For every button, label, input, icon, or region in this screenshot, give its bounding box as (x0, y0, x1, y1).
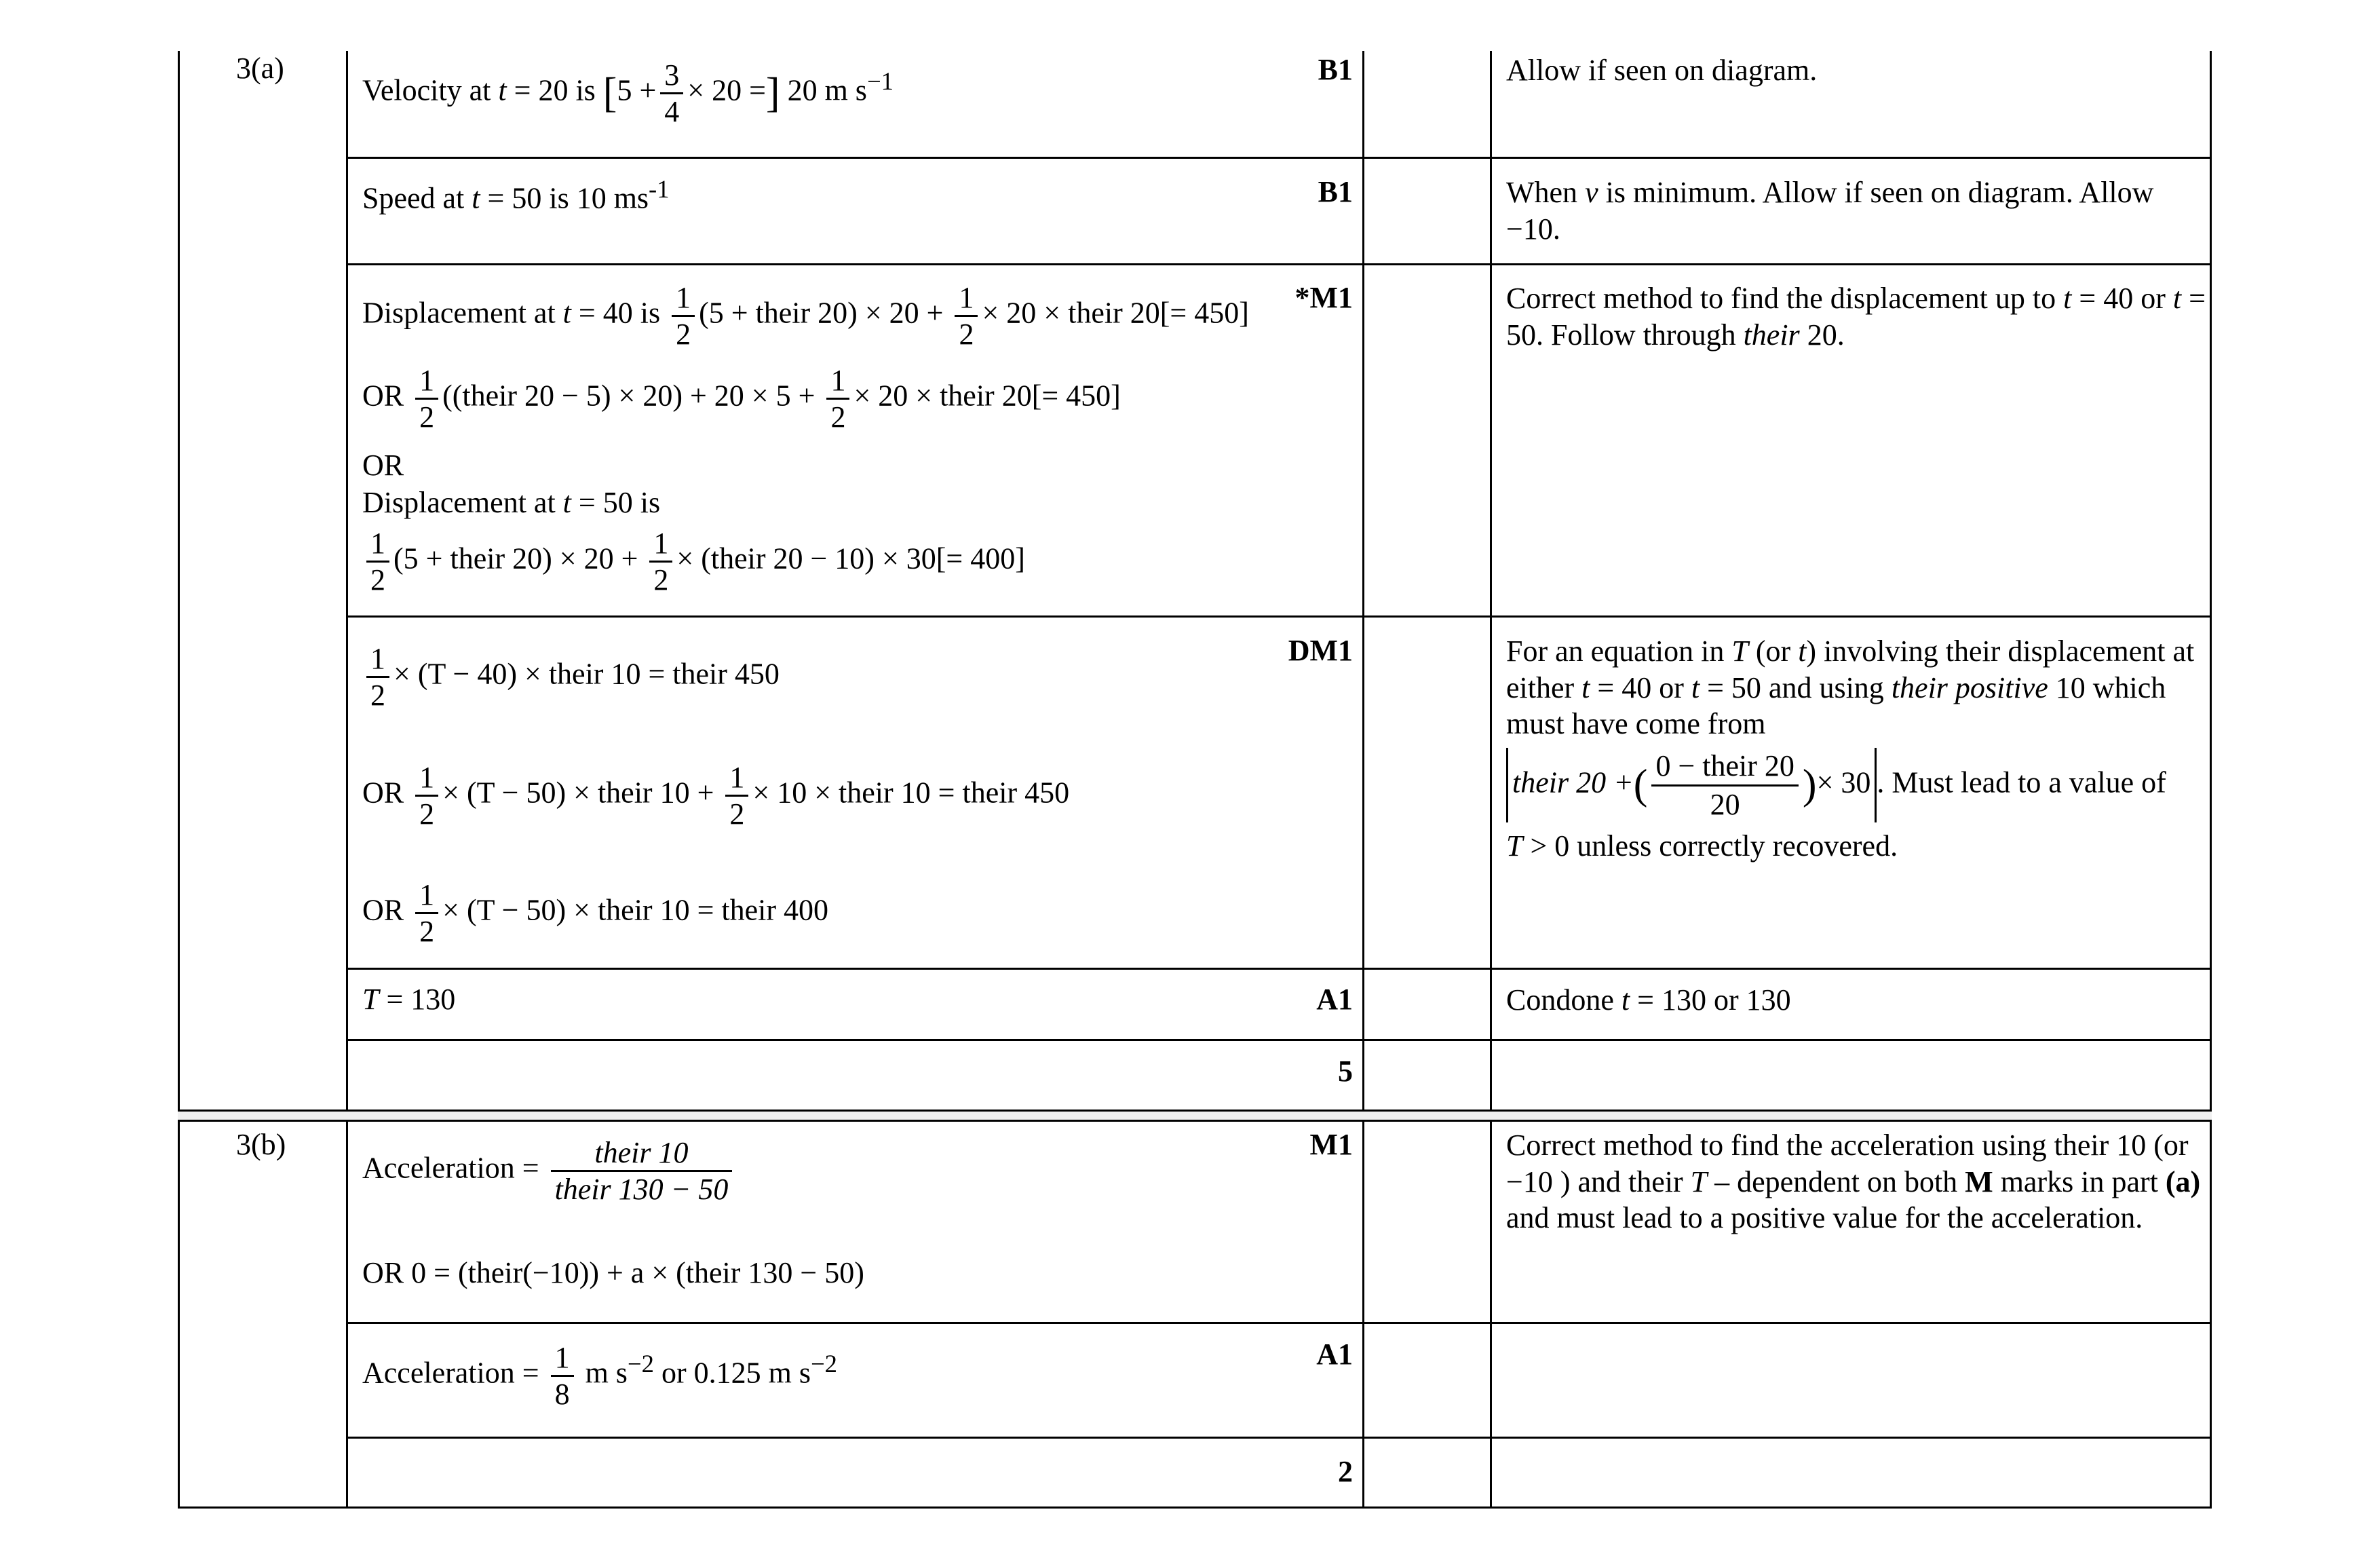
mark-scheme-table (178, 51, 2212, 1509)
row-divider (346, 1322, 2212, 1324)
question-label-3b: 3(b) (236, 1128, 286, 1161)
answer-displacement-line4: Displacement at t = 50 is (362, 486, 661, 519)
table-divider-marks (1362, 51, 1364, 1509)
answer-equation-line2: OR $\frac{1}{2}$ × (T − 50) × their 10 + $\frac{1}{2}$ × 10 × their 10 = their 450 (362, 761, 1070, 831)
table-divider-answer (346, 51, 348, 1509)
mark-acceleration-value: A1 (1316, 1338, 1353, 1371)
table-border-bottom (178, 1506, 2212, 1509)
guidance-displacement: Correct method to find the displacement up to t = 40 or t = 50. Follow through their 20. (1506, 282, 2206, 352)
guidance-speed: When v is minimum. Allow if seen on diagram. Allow −10. (1506, 176, 2154, 246)
row-divider (346, 968, 2212, 970)
mark-final-T: A1 (1316, 983, 1353, 1016)
question-label-3a: 3(a) (236, 52, 284, 85)
guidance-final-T: Condone t = 130 or 130 (1506, 983, 1791, 1017)
answer-acceleration-value: Acceleration = $\frac{1}{8}$ m $s^{-2}$ or 0.125 m $s^{-2}$ (362, 1341, 837, 1411)
answer-acceleration-method: Acceleration = $\frac{\text{their 10}}{\text{their 130 − 50}}$ (362, 1135, 736, 1207)
question-separator (178, 1110, 2212, 1122)
answer-displacement-line5: $\frac{1}{2}$ (5 + their 20) × 20 + $\frac{1}{2}$ × (their 20 − 10) × 30[= 400] (362, 526, 1025, 597)
guidance-equation-expression: their 20 +( $\frac{\text{0 − their 20}}{20}$ )× 30 . Must lead to a value of (1506, 748, 2212, 822)
mark-velocity: B1 (1318, 53, 1353, 86)
answer-displacement-or: OR (362, 449, 404, 482)
row-divider (346, 615, 2212, 618)
table-divider-guidance (1490, 51, 1492, 1509)
guidance-equation: For an equation in T (or t) involving their displacement at either t = 40 or t = 50 and using their positive 10 which must have come from their 20 +( $\frac{\text{0 − their 20}}{20}$ )× 30 . Must lead to a value of T > 0 unless correctly recovered. (1506, 633, 2212, 865)
guidance-acceleration-method: Correct method to find the acceleration using their 10 (or −10 ) and their T – dependent on both M marks in part (a) and must lead to a positive value for the acceleration. (1506, 1129, 2201, 1235)
mark-speed: B1 (1318, 175, 1353, 208)
mark-acceleration-method: M1 (1309, 1128, 1353, 1161)
total-marks-3a: 5 (1338, 1055, 1353, 1088)
row-divider (346, 157, 2212, 159)
answer-equation-line3: OR $\frac{1}{2}$ × (T − 50) × their 10 = their 400 (362, 878, 829, 948)
row-divider (346, 1039, 2212, 1041)
answer-displacement-line2: OR $\frac{1}{2}$ ((their 20 − 5) × 20) + 20 × 5 + $\frac{1}{2}$ × 20 × their 20[= 450] (362, 364, 1121, 434)
row-divider (346, 263, 2212, 265)
total-marks-3b: 2 (1338, 1455, 1353, 1488)
mark-displacement: *M1 (1294, 281, 1353, 314)
answer-equation-line1: $\frac{1}{2}$ × (T − 40) × their 10 = their 450 (362, 641, 780, 713)
row-divider (346, 1437, 2212, 1439)
answer-speed: Speed at t = 50 is 10 $ms^{-1}$ (362, 175, 670, 215)
table-border-left (178, 51, 180, 1509)
answer-acceleration-or: OR 0 = (their(−10)) + a × (their 130 − 50) (362, 1256, 864, 1289)
answer-displacement-line1: Displacement at t = 40 is $\frac{1}{2}$ (5 + their 20) × 20 + $\frac{1}{2}$ × 20 × their 20[= 450] (362, 281, 1249, 351)
answer-velocity: Velocity at t = 20 is [5 + $\frac{3}{4}$ × 20 =] 20 m $s^{-1}$ (362, 58, 894, 128)
guidance-velocity: Allow if seen on diagram. (1506, 54, 1818, 87)
mark-equation: DM1 (1288, 634, 1353, 667)
answer-final-T: T = 130 (362, 983, 456, 1016)
